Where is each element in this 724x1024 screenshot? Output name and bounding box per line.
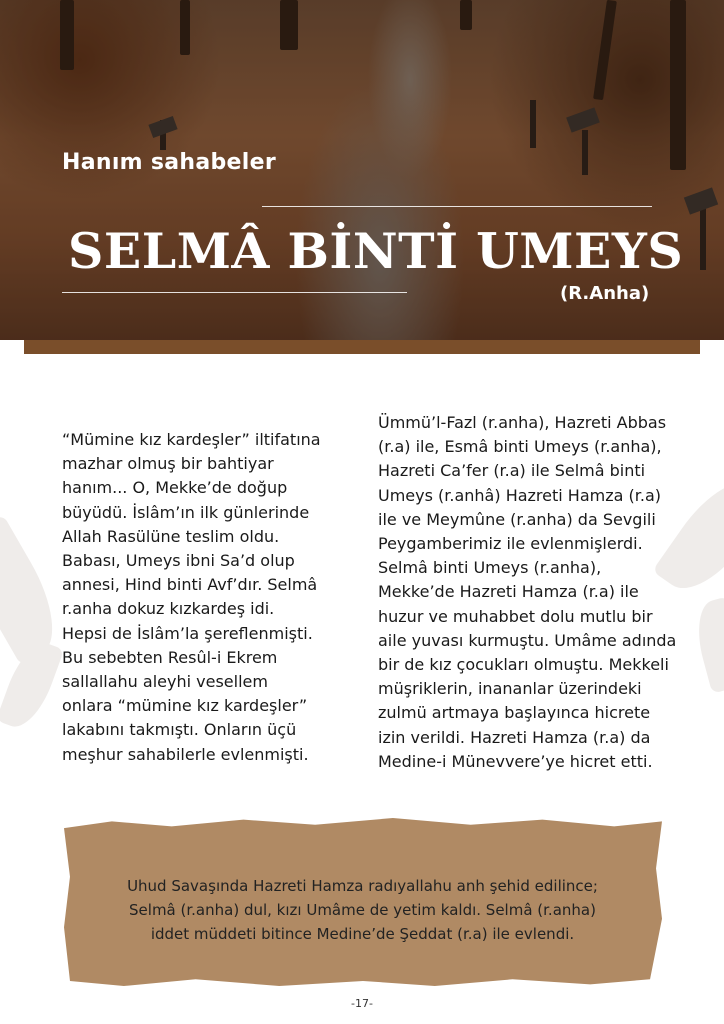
leaf-decoration-right-2: [689, 596, 724, 693]
page-subtitle: (R.Anha): [560, 283, 650, 304]
paragraph-line: huzur ve muhabbet dolu mutlu bir: [378, 606, 653, 626]
title-rule-top: [262, 206, 652, 207]
paragraph-line: hanım... O, Mekke’de doğup: [62, 478, 288, 498]
callout-line: iddet müddeti bitince Medine’de Şeddat (r.a) ile evlendi.: [150, 925, 575, 943]
paragraph-line: mazhar olmuş bir bahtiyar: [62, 454, 274, 474]
paragraph-line: meşhur sahabilerle evlenmişti.: [62, 744, 309, 764]
paragraph-line: Hepsi de İslâm’la şereflenmişti.: [62, 623, 313, 643]
paragraph-line: (r.a) ile, Esmâ binti Umeys (r.anha),: [378, 437, 662, 457]
paragraph-line: Ümmü’l-Fazl (r.anha), Hazreti Abbas: [378, 413, 667, 432]
paragraph-line: r.anha dokuz kızkardeş idi.: [62, 599, 275, 619]
paragraph-line: lakabını takmıştı. Onların üçü: [62, 720, 297, 740]
callout-text: [90, 874, 635, 946]
paragraph-line: ile ve Meymûne (r.anha) da Sevgili: [378, 509, 656, 529]
paragraph-line: Peygamberimiz ile evlenmişlerdi.: [378, 534, 643, 554]
accent-band: [24, 340, 700, 354]
paragraph-line: Mekke’de Hazreti Hamza (r.a) ile: [378, 582, 639, 602]
paragraph-line: annesi, Hind binti Avf’dır. Selmâ: [62, 575, 318, 595]
text-column-right: [378, 411, 676, 774]
callout-line: Uhud Savaşında Hazreti Hamza radıyallahu anh şehid edilince;: [127, 877, 598, 895]
paragraph-line: Selmâ binti Umeys (r.anha),: [378, 558, 602, 578]
text-column-left: [62, 428, 321, 767]
header-photo: [0, 0, 724, 340]
paragraph-line: Bu sebebten Resûl-i Ekrem: [62, 647, 278, 667]
paragraph-line: bir de kız çocukları olmuştu. Mekkeli: [378, 655, 669, 675]
paragraph-line: Umeys (r.anhâ) Hazreti Hamza (r.a): [378, 485, 661, 505]
page-title: SELMÂ BİNTİ UMEYS: [68, 222, 684, 280]
paragraph-line: aile yuvası kurmuştu. Umâme adında: [378, 630, 677, 650]
paragraph-line: müşriklerin, inananlar üzerindeki: [378, 679, 642, 699]
section-kicker: Hanım sahabeler: [62, 150, 276, 175]
paragraph-line: sallallahu aleyhi vesellem: [62, 672, 268, 692]
page-number: -17-: [351, 997, 373, 1010]
callout-line: Selmâ (r.anha) dul, kızı Umâme de yetim kaldı. Selmâ (r.anha): [129, 901, 596, 919]
paragraph-line: Allah Rasülüne teslim oldu.: [62, 526, 280, 546]
paragraph-line: izin verildi. Hazreti Hamza (r.a) da: [378, 727, 651, 747]
leaf-decoration-left-2: [0, 636, 64, 734]
paragraph-line: onlara “mümine kız kardeşler”: [62, 696, 308, 716]
title-rule-bottom: [62, 292, 407, 293]
paragraph-line: zulmü artmaya başlayınca hicrete: [378, 703, 651, 723]
paragraph-line: “Mümine kız kardeşler” iltifatına: [62, 430, 321, 449]
paragraph-line: Babası, Umeys ibni Sa’d olup: [62, 551, 295, 571]
paragraph-line: Hazreti Ca’fer (r.a) ile Selmâ binti: [378, 461, 646, 481]
paragraph-line: Medine-i Münevvere’ye hicret etti.: [378, 751, 653, 771]
paragraph-line: büyüdü. İslâm’ın ilk günlerinde: [62, 502, 310, 522]
